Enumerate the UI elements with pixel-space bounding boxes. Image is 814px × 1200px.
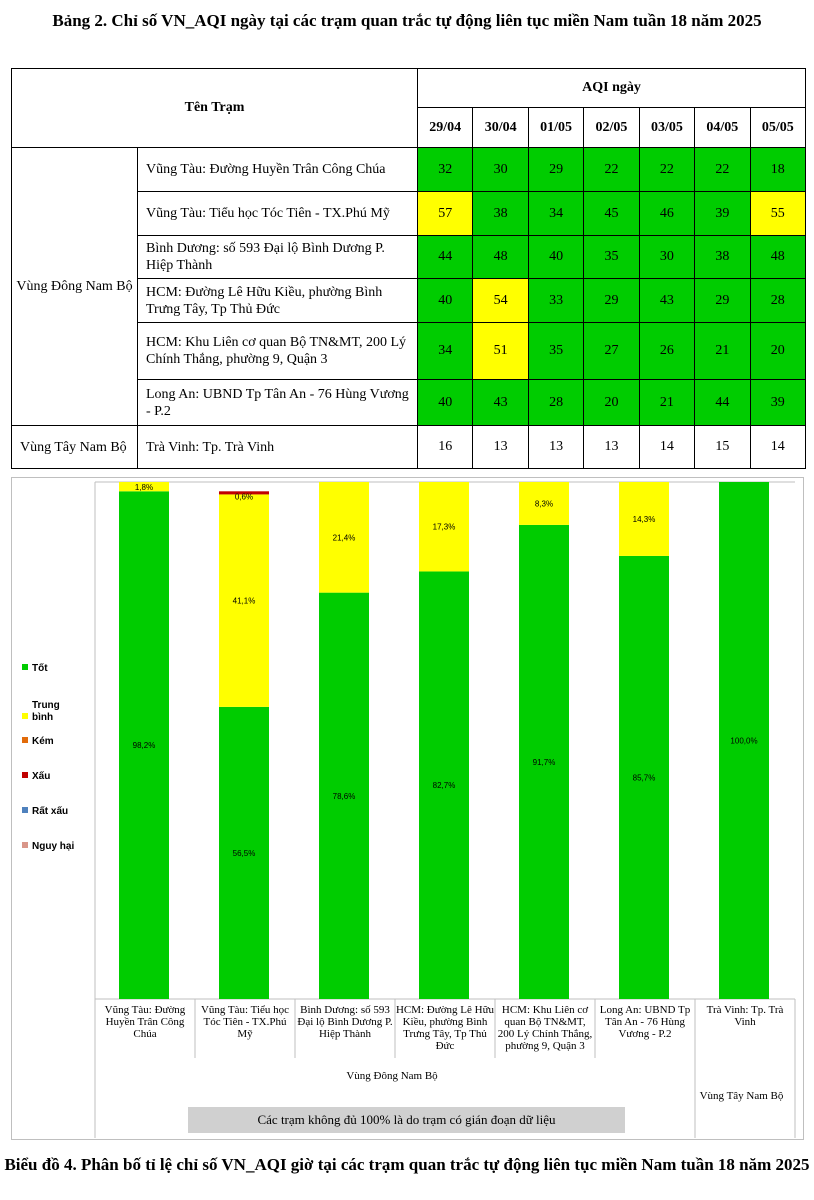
data-label: 41,1% — [232, 596, 256, 606]
aqi-value-cell: 39 — [695, 192, 750, 236]
aqi-value-cell: 30 — [473, 148, 528, 192]
aqi-value-cell: 38 — [473, 192, 528, 236]
aqi-value-cell: 43 — [473, 380, 528, 426]
legend-swatch — [22, 772, 28, 778]
aqi-value-cell: 20 — [584, 380, 639, 426]
legend-label: Nguy hại — [32, 841, 75, 852]
aqi-value-cell: 40 — [418, 380, 473, 426]
header-date: 05/05 — [750, 108, 805, 148]
aqi-value-cell: 57 — [418, 192, 473, 236]
legend-item — [22, 663, 82, 675]
legend-label: Rất xấu — [32, 806, 69, 817]
legend-label: Xấu — [32, 771, 51, 782]
x-tick-label: Vũng Tàu: Đường Huyền Trân Công Chúa — [104, 1004, 186, 1040]
aqi-table — [11, 68, 806, 469]
station-name: HCM: Khu Liên cơ quan Bộ TN&MT, 200 Lý Chính Thắng, phường 9, Quận 3 — [138, 323, 418, 380]
aqi-value-cell: 30 — [639, 236, 694, 279]
aqi-value-cell: 22 — [695, 148, 750, 192]
aqi-value-cell: 38 — [695, 236, 750, 279]
data-label: 85,7% — [632, 773, 656, 783]
region-name: Vùng Đông Nam Bộ — [12, 148, 138, 426]
header-date: 04/05 — [695, 108, 750, 148]
aqi-value-cell: 46 — [639, 192, 694, 236]
header-date: 01/05 — [528, 108, 583, 148]
station-name: Bình Dương: số 593 Đại lộ Bình Dương P. Hiệp Thành — [138, 236, 418, 279]
data-label: 0,6% — [234, 492, 254, 502]
aqi-value-cell: 44 — [418, 236, 473, 279]
station-name: Trà Vinh: Tp. Trà Vinh — [138, 426, 418, 469]
legend-label: Tốt — [32, 663, 48, 674]
legend-item — [22, 736, 82, 748]
data-label: 91,7% — [532, 757, 556, 767]
aqi-value-cell: 13 — [473, 426, 528, 469]
aqi-value-cell: 22 — [639, 148, 694, 192]
aqi-value-cell: 14 — [750, 426, 805, 469]
aqi-value-cell: 27 — [584, 323, 639, 380]
aqi-value-cell: 28 — [750, 279, 805, 323]
data-label: 17,3% — [432, 522, 456, 532]
x-tick-label: HCM: Đường Lê Hữu Kiều, phường Bình Trưng Tây, Tp Thủ Đức — [395, 1004, 495, 1052]
aqi-value-cell: 16 — [418, 426, 473, 469]
data-label: 100,0% — [730, 736, 758, 746]
station-name: Long An: UBND Tp Tân An - 76 Hùng Vương - P.2 — [138, 380, 418, 426]
aqi-value-cell: 39 — [750, 380, 805, 426]
data-label: 8,3% — [534, 499, 554, 509]
aqi-value-cell: 35 — [528, 323, 583, 380]
x-tick-label: Long An: UBND Tp Tân An - 76 Hùng Vương - P.2 — [599, 1004, 691, 1040]
header-date: 30/04 — [473, 108, 528, 148]
aqi-value-cell: 43 — [639, 279, 694, 323]
data-label: 1,8% — [134, 483, 154, 492]
chart-title: Biểu đồ 4. Phân bố tỉ lệ chỉ số VN_AQI giờ tại các trạm quan trắc tự động liên tục miền Nam tuần 18 năm 2025 — [4, 1155, 810, 1174]
legend-item — [22, 841, 82, 853]
aqi-value-cell: 26 — [639, 323, 694, 380]
aqi-value-cell: 15 — [695, 426, 750, 469]
data-label: 98,2% — [132, 741, 156, 751]
legend-swatch — [22, 664, 28, 670]
region-name: Vùng Tây Nam Bộ — [12, 426, 138, 469]
header-aqi: AQI ngày — [418, 69, 806, 108]
aqi-value-cell: 48 — [750, 236, 805, 279]
table-title: Bảng 2. Chỉ số VN_AQI ngày tại các trạm quan trắc tự động liên tục miền Nam tuần 18 năm 2025 — [52, 11, 762, 30]
data-label: 56,5% — [232, 848, 256, 858]
table-row — [12, 426, 806, 469]
aqi-value-cell: 29 — [584, 279, 639, 323]
station-name: Vũng Tàu: Đường Huyền Trân Công Chúa — [138, 148, 418, 192]
aqi-value-cell: 29 — [695, 279, 750, 323]
group-label-dong-nam-bo: Vùng Đông Nam Bộ — [346, 1070, 438, 1082]
aqi-value-cell: 21 — [695, 323, 750, 380]
aqi-distribution-chart — [11, 477, 804, 1140]
legend-item — [22, 700, 82, 724]
header-date: 02/05 — [584, 108, 639, 148]
x-tick-label: HCM: Khu Liên cơ quan Bộ TN&MT, 200 Lý Chính Thắng, phường 9, Quận 3 — [497, 1004, 593, 1052]
aqi-value-cell: 14 — [639, 426, 694, 469]
aqi-value-cell: 55 — [750, 192, 805, 236]
chart-note: Các trạm không đủ 100% là do trạm có gián đoạn dữ liệu — [188, 1107, 625, 1133]
table-row — [12, 148, 806, 192]
aqi-value-cell: 40 — [528, 236, 583, 279]
aqi-value-cell: 44 — [695, 380, 750, 426]
data-label: 21,4% — [332, 533, 356, 543]
legend-label: Kém — [32, 736, 54, 747]
aqi-value-cell: 54 — [473, 279, 528, 323]
data-label: 14,3% — [632, 514, 656, 524]
aqi-value-cell: 29 — [528, 148, 583, 192]
aqi-value-cell: 13 — [584, 426, 639, 469]
station-name: HCM: Đường Lê Hữu Kiều, phường Bình Trưng Tây, Tp Thủ Đức — [138, 279, 418, 323]
station-name: Vũng Tàu: Tiểu học Tóc Tiên - TX.Phú Mỹ — [138, 192, 418, 236]
aqi-value-cell: 34 — [528, 192, 583, 236]
data-label: 78,6% — [332, 791, 356, 801]
legend-swatch — [22, 737, 28, 743]
legend-swatch — [22, 842, 28, 848]
aqi-value-cell: 51 — [473, 323, 528, 380]
header-station: Tên Trạm — [12, 69, 418, 148]
aqi-value-cell: 18 — [750, 148, 805, 192]
aqi-value-cell: 35 — [584, 236, 639, 279]
aqi-value-cell: 22 — [584, 148, 639, 192]
data-label: 82,7% — [432, 781, 456, 791]
legend-swatch — [22, 807, 28, 813]
aqi-value-cell: 28 — [528, 380, 583, 426]
aqi-value-cell: 40 — [418, 279, 473, 323]
header-date: 03/05 — [639, 108, 694, 148]
aqi-value-cell: 20 — [750, 323, 805, 380]
legend-label: Trung bình — [32, 700, 60, 723]
aqi-value-cell: 32 — [418, 148, 473, 192]
header-date: 29/04 — [418, 108, 473, 148]
legend-item — [22, 806, 82, 818]
aqi-value-cell: 21 — [639, 380, 694, 426]
legend-item — [22, 771, 82, 783]
legend-swatch — [22, 713, 28, 719]
aqi-value-cell: 48 — [473, 236, 528, 279]
aqi-value-cell: 33 — [528, 279, 583, 323]
aqi-value-cell: 13 — [528, 426, 583, 469]
group-label-tay-nam-bo: Vùng Tây Nam Bộ — [699, 1090, 784, 1102]
aqi-value-cell: 34 — [418, 323, 473, 380]
aqi-value-cell: 45 — [584, 192, 639, 236]
x-tick-label: Bình Dương: số 593 Đại lộ Bình Dương P. Hiệp Thành — [297, 1004, 393, 1040]
x-tick-label: Trà Vinh: Tp. Trà Vinh — [706, 1004, 784, 1028]
x-tick-label: Vũng Tàu: Tiểu học Tóc Tiên - TX.Phú Mỹ — [200, 1004, 290, 1040]
